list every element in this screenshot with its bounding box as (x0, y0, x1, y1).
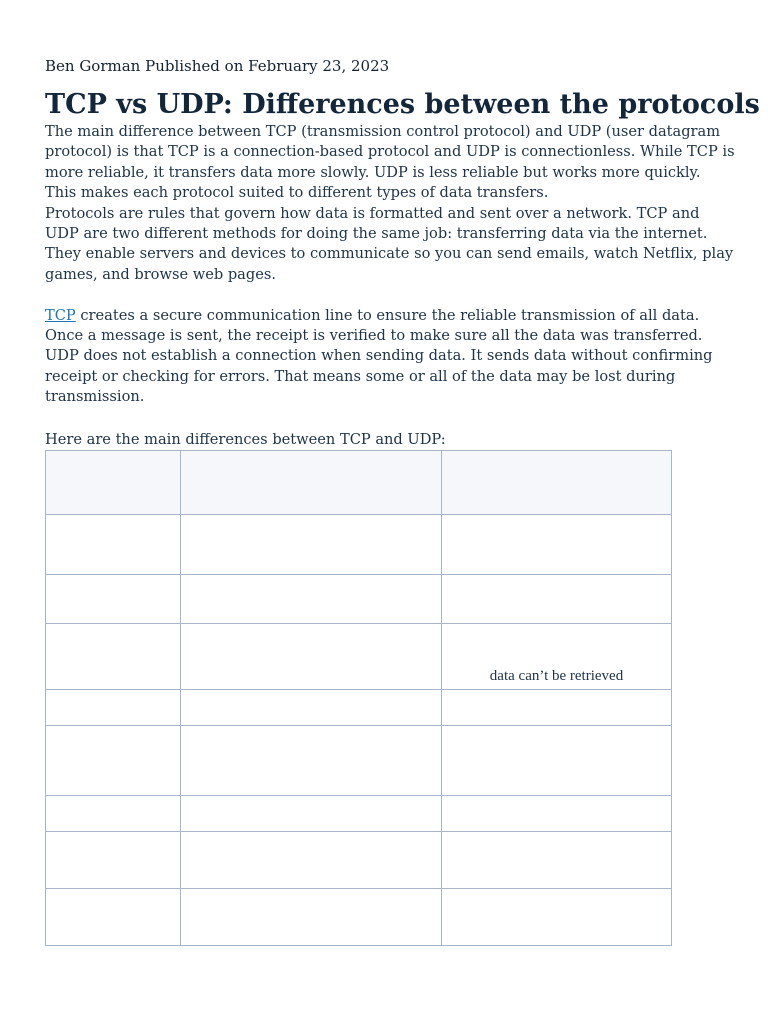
table-cell (46, 889, 181, 946)
table-cell (181, 832, 442, 889)
table-cell (181, 690, 442, 726)
udp-paragraph: UDP does not establish a connection when sending data. It sends data without confirming receipt or checking for errors. That means some or all of the data may be lost during transmission. (45, 347, 713, 406)
table-cell (442, 832, 672, 889)
table-row (46, 515, 672, 575)
table-cell (46, 624, 181, 690)
tcp-paragraph-text: creates a secure communication line to ensure the reliable transmission of all data. Once a message is sent, the receipt is verified to make sure all the data was transferred. (45, 306, 703, 345)
intro-paragraph-2: Protocols are rules that govern how data is formatted and sent over a network. TCP and UDP are two different methods for doing the same job: transferring data via the internet. They enable servers and devices to communicate so you can send emails, watch Netflix, play games, and browse web pages. (45, 204, 734, 283)
table-cell (442, 726, 672, 796)
paragraph-spacer (45, 285, 735, 305)
table-cell (46, 832, 181, 889)
table-cell (46, 451, 181, 515)
table-cell (442, 451, 672, 515)
table-cell (46, 690, 181, 726)
table-cell (442, 796, 672, 832)
table-cell (442, 690, 672, 726)
byline: Ben Gorman Published on February 23, 2023 (45, 57, 390, 75)
table-cell (46, 726, 181, 796)
table-row (46, 796, 672, 832)
table-cell (46, 575, 181, 624)
table-row (46, 726, 672, 796)
table-row (46, 575, 672, 624)
tcp-paragraph (45, 306, 735, 347)
comparison-table (45, 450, 672, 946)
table-cell (181, 624, 442, 690)
table-cell (442, 515, 672, 575)
table-row (46, 690, 672, 726)
table-cell (46, 796, 181, 832)
table-row (46, 624, 672, 690)
table-cell (181, 515, 442, 575)
table-cell (442, 889, 672, 946)
table-cell (442, 575, 672, 624)
table-cell (181, 451, 442, 515)
intro-paragraph-1: The main difference between TCP (transmission control protocol) and UDP (user datagram protocol) is that TCP is a connection-based protocol and UDP is connectionless. While TCP is more reliable, it transfers data more slowly. UDP is less reliable but works more quickly. This makes each protocol suited to different types of data transfers. (45, 123, 735, 202)
table-cell (181, 726, 442, 796)
table-cell (181, 575, 442, 624)
table-row (46, 832, 672, 889)
table-header-row (46, 451, 672, 515)
table-cell (181, 889, 442, 946)
table-cell: data can’t be retrieved (442, 624, 672, 690)
table-row (46, 889, 672, 946)
tcp-link[interactable]: TCP (45, 306, 76, 324)
table-caption: Here are the main differences between TCP and UDP: (45, 431, 446, 448)
table-cell (181, 796, 442, 832)
table-cell (46, 515, 181, 575)
page-title: TCP vs UDP: Differences between the protocols (45, 89, 760, 120)
article-body (45, 122, 735, 408)
